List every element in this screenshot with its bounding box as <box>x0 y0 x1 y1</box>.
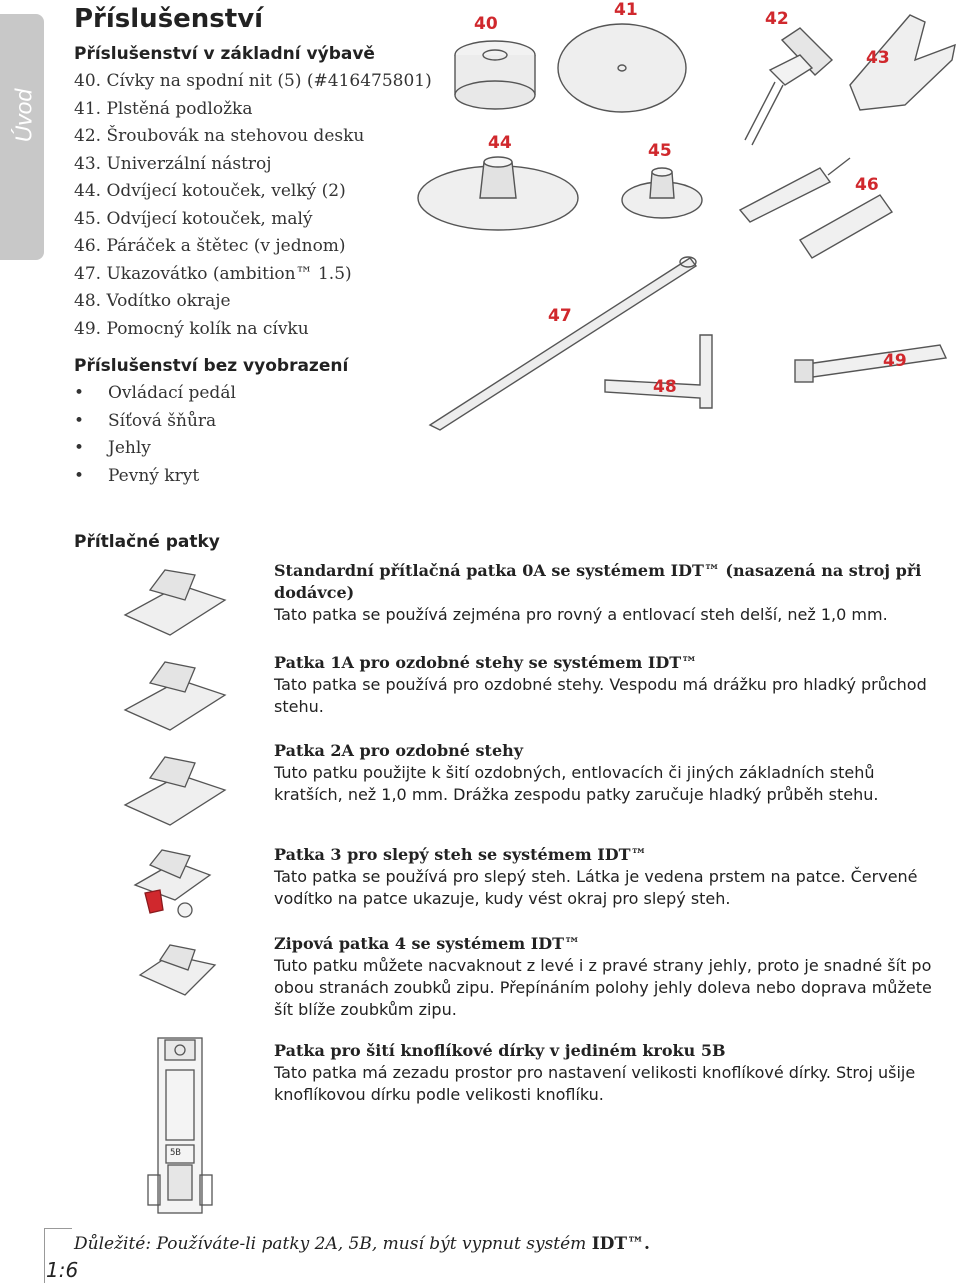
footer-divider-horizontal <box>44 1228 72 1229</box>
foot-title: Zipová patka 4 se systémem IDT™ <box>274 934 581 953</box>
list-item: 47. Ukazovátko (ambition™ 1.5) <box>74 263 352 284</box>
foot-title: Standardní přítlačná patka 0A se systémem IDT™ (nasazená na stroj při dodávce) <box>274 561 922 602</box>
foot-5b-illustration <box>148 1038 212 1213</box>
foot-desc: Tato patka se používá zejména pro rovný a entlovací steh delší, než 1,0 mm. <box>274 605 888 624</box>
bullet: • <box>74 438 85 458</box>
list-item: • Jehly <box>74 435 236 463</box>
foot-0a-illustration <box>125 570 225 635</box>
foot-0a-description <box>274 560 934 626</box>
buttonhole-foot-label: 5B <box>170 1148 181 1158</box>
bullet: • <box>74 383 85 403</box>
foot-4-description <box>274 933 934 1021</box>
foot-title: Patka 3 pro slepý steh se systémem IDT™ <box>274 845 647 864</box>
foot-2a-description <box>274 740 934 806</box>
footer-divider-vertical <box>44 1228 45 1283</box>
list-item: 44. Odvíjecí kotouček, velký (2) <box>74 181 346 201</box>
figure-number-49: 49 <box>883 351 907 371</box>
list-item: • Pevný kryt <box>74 463 236 491</box>
figure-number-47: 47 <box>548 306 572 326</box>
list-item: • Síťová šňůra <box>74 408 236 436</box>
important-note: Důležité: Používáte-li patky 2A, 5B, musí být vypnut systém IDT™. <box>74 1234 650 1254</box>
page-title: Příslušenství <box>74 4 264 34</box>
figure-number-46: 46 <box>855 175 879 195</box>
figure-number-42: 42 <box>765 9 789 29</box>
figure-number-45: 45 <box>648 141 672 161</box>
list-item: 43. Univerzální nástroj <box>74 153 272 174</box>
foot-desc: Tato patka má zezadu prostor pro nastavení velikosti knoflíkové dírky. Stroj ušije knoflíkovou dírku podle velikosti knoflíku. <box>274 1063 916 1104</box>
foot-5b-description <box>274 1040 934 1106</box>
foot-desc: Tato patka se používá pro slepý steh. Látka je vedena prstem na patce. Červené vodítko na patce ukazuje, kudy vést okraj pro slepý steh. <box>274 867 918 908</box>
figure-number-41: 41 <box>614 0 638 20</box>
list-item: 46. Páráček a štětec (v jednom) <box>74 236 346 256</box>
foot-4-illustration <box>140 945 215 995</box>
foot-desc: Tuto patku můžete nacvaknout z levé i z pravé strany jehly, proto je snadné šít po obou stranách zoubků zipu. Přepínáním polohy jehly doleva nebo doprava můžete šít blíže zoubkům zipu. <box>274 956 932 1019</box>
foot-1a-illustration <box>125 662 225 730</box>
list-item: • Ovládací pedál <box>74 380 236 408</box>
foot-title: Patka 2A pro ozdobné stehy <box>274 741 524 760</box>
figure-number-48: 48 <box>653 377 677 397</box>
chapter-tab-label: Úvod <box>10 88 37 143</box>
foot-3-description <box>274 844 934 910</box>
included-heading: Příslušenství v základní výbavě <box>74 44 375 64</box>
list-item: 45. Odvíjecí kotouček, malý <box>74 208 313 229</box>
list-item: 42. Šroubovák na stehovou desku <box>74 126 365 146</box>
list-item: 41. Plstěná podložka <box>74 98 253 119</box>
list-item: 48. Vodítko okraje <box>74 291 231 311</box>
foot-3-illustration <box>135 850 210 917</box>
foot-1a-description <box>274 652 934 718</box>
foot-title: Patka 1A pro ozdobné stehy se systémem IDT™ <box>274 653 698 672</box>
page-number: 1:6 <box>46 1258 79 1282</box>
foot-desc: Tuto patku použijte k šití ozdobných, entlovacích či jiných základních stehů kratších, než 1,0 mm. Drážka zespodu patky zaručuje hladký průběh stehu. <box>274 763 879 804</box>
presser-feet-heading: Přítlačné patky <box>74 532 220 552</box>
foot-2a-illustration <box>125 757 225 825</box>
figure-number-40: 40 <box>474 14 498 34</box>
figure-number-44: 44 <box>488 133 512 153</box>
foot-desc: Tato patka se používá pro ozdobné stehy. Vespodu má drážku pro hladký průchod stehu. <box>274 675 927 716</box>
figure-number-43: 43 <box>866 48 890 68</box>
list-item: 49. Pomocný kolík na cívku <box>74 318 309 339</box>
not-shown-heading: Příslušenství bez vyobrazení <box>74 356 349 376</box>
foot-title: Patka pro šití knoflíkové dírky v jediném kroku 5B <box>274 1041 726 1060</box>
bullet: • <box>74 410 85 431</box>
list-item: 40. Cívky na spodní nit (5) (#416475801) <box>74 71 432 91</box>
bullet: • <box>74 465 85 486</box>
